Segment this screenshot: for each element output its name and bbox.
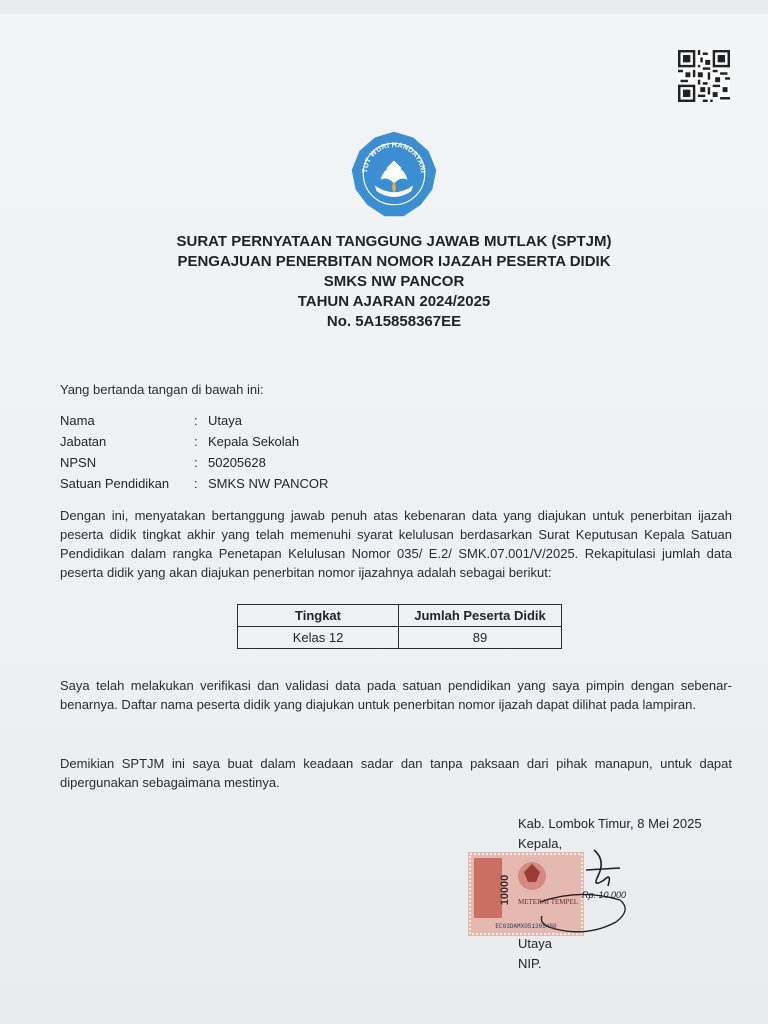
stamp-serial: EC03DAMX051305480 xyxy=(495,923,557,930)
identity-row-position xyxy=(60,431,328,452)
table-header-cell: Jumlah Peserta Didik xyxy=(399,605,562,627)
identity-label: Jabatan xyxy=(60,434,107,449)
signer-nip: NIP. xyxy=(518,956,542,971)
school-name: SMKS NW PANCOR xyxy=(323,273,465,290)
identity-label: Satuan Pendidikan xyxy=(60,476,170,491)
identity-row-unit xyxy=(60,473,328,494)
table-cell: 89 xyxy=(399,627,562,649)
stamp-label: METERAI TEMPEL xyxy=(518,898,578,906)
signer-name: Utaya xyxy=(518,936,552,951)
stamp-amount: Rp. 10.000 xyxy=(582,890,627,900)
svg-text:TUT WURI HANDAYANI: TUT WURI HANDAYANI xyxy=(360,140,428,174)
identity-value: Kepala Sekolah xyxy=(208,434,300,449)
title-line: PENGAJUAN PENERBITAN NOMOR IJAZAH PESERTA DIDIK xyxy=(177,253,611,270)
table-header-row xyxy=(238,605,562,627)
stamp-value: 10000 xyxy=(499,874,511,906)
document-title xyxy=(0,232,768,332)
identity-value: Utaya xyxy=(208,413,242,428)
identity-row-npsn xyxy=(60,452,328,473)
statement-paragraph: Dengan ini, menyatakan bertanggung jawab penuh atas kebenaran data yang diajukan untuk penerbitan ijazah peserta didik tingkat akhir yang telah memenuhi syarat kelulusan berdasarkan Surat Keputusan Kepala Satuan Pendidikan dalam rangka Penetapan Kelulusan Nomor 035/ E.2/ SMK.07.001/V/2025. Rekapitulasi jumlah data peserta didik yang akan diajukan penerbitan nomor ijazahnya adalah sebagai berikut: xyxy=(60,508,732,580)
identity-separator: : xyxy=(194,476,198,491)
identity-list xyxy=(60,410,328,494)
identity-separator: : xyxy=(194,455,198,470)
closing-paragraph: Demikian SPTJM ini saya buat dalam keadaan sadar dan tanpa paksaan dari pihak manapun, untuk dapat dipergunakan sebagaimana mestinya. xyxy=(60,756,732,790)
verification-paragraph: Saya telah melakukan verifikasi dan validasi data pada satuan pendidikan yang saya pimpin dengan sebenar-benarnya. Daftar nama peserta didik yang diajukan untuk penerbitan nomor ijazah dapat dilihat pada lampiran. xyxy=(60,678,732,712)
table-cell: Kelas 12 xyxy=(238,627,399,649)
place-date: Kab. Lombok Timur, 8 Mei 2025 xyxy=(518,816,702,831)
identity-row-name xyxy=(60,410,328,431)
identity-label: Nama xyxy=(60,413,95,428)
title-line: SURAT PERNYATAAN TANGGUNG JAWAB MUTLAK (SPTJM) xyxy=(176,233,612,250)
table-row xyxy=(238,627,562,649)
identity-value: 50205628 xyxy=(208,455,266,470)
identity-value: SMKS NW PANCOR xyxy=(208,476,329,491)
identity-separator: : xyxy=(194,413,198,428)
document-number: No. 5A15858367EE xyxy=(326,313,462,330)
qr-code xyxy=(678,50,730,102)
identity-separator: : xyxy=(194,434,198,449)
signer-role: Kepala, xyxy=(518,836,563,851)
document-page xyxy=(0,14,768,1010)
academic-year: TAHUN AJARAN 2024/2025 xyxy=(297,293,491,310)
handwritten-signature xyxy=(520,840,640,942)
table-header-cell: Tingkat xyxy=(238,605,399,627)
identity-label: NPSN xyxy=(60,455,97,470)
recap-table xyxy=(237,604,562,649)
tut-wuri-handayani-logo xyxy=(346,126,442,222)
intro-text: Yang bertanda tangan di bawah ini: xyxy=(60,382,264,397)
